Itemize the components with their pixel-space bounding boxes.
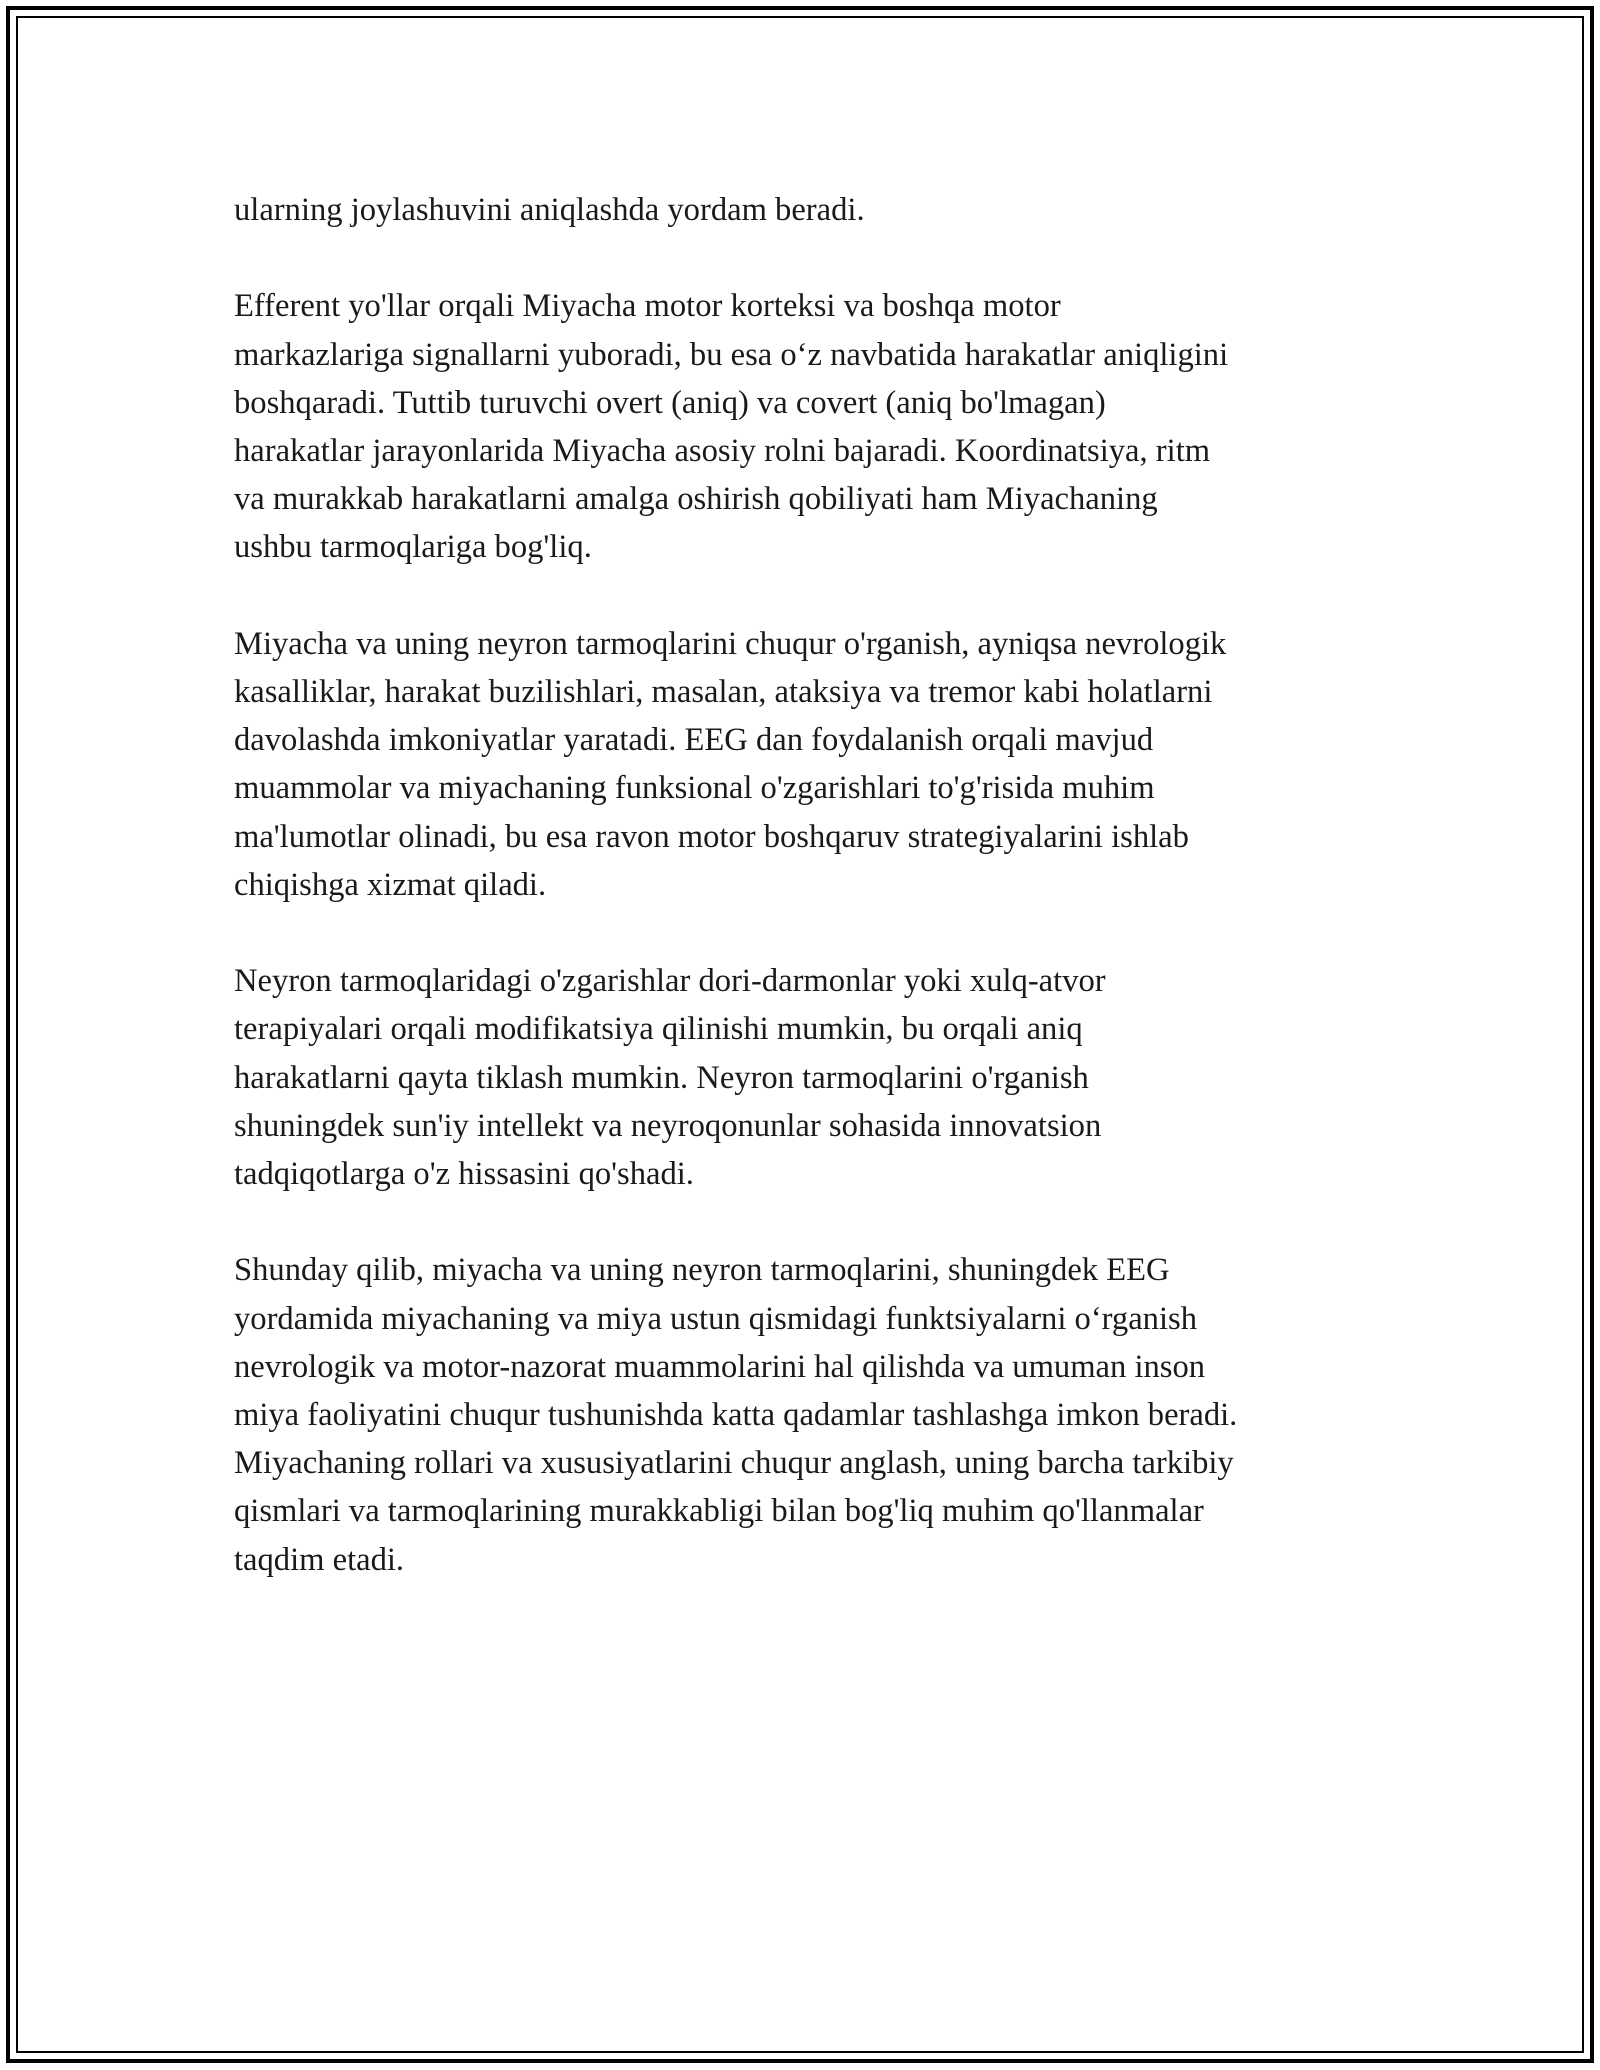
paragraph-1: ularning joylashuvini aniqlashda yordam beradi. [234,192,865,228]
document-body [234,186,1394,1632]
paragraph-2: Efferent yo'llar orqali Miyacha motor korteksi va boshqa motor markazlariga signallarni yuboradi, bu esa o‘z navbatida harakatlar aniqligini boshqaradi. Tuttib turuvchi overt (aniq) va covert (aniq bo'lmagan) harakatlar jarayonlarida Miyacha asosiy rolni bajaradi. Koordinatsiya, ritm va murakkab harakatlarni amalga oshirish qobiliyati ham Miyachaning ushbu tarmoqlariga bog'liq. [234,288,1229,566]
paragraph-5: Shunday qilib, miyacha va uning neyron tarmoqlarini, shuningdek EEG yordamida miyachaning va miya ustun qismidagi funktsiyalarni o‘rganish nevrologik va motor-nazorat muammolarini hal qilishda va umuman inson miya faoliyatini chuqur tushunishda katta qadamlar tashlashga imkon beradi. Miyachaning rollari va xususiyatlarini chuqur anglash, uning barcha tarkibiy qismlari va tarmoqlarining murakkabligi bilan bog'liq muhim qo'llanmalar taqdim etadi. [234,1252,1238,1578]
paragraph-4: Neyron tarmoqlaridagi o'zgarishlar dori-darmonlar yoki xulq-atvor terapiyalari orqali modifikatsiya qilinishi mumkin, bu orqali aniq harakatlarni qayta tiklash mumkin. Neyron tarmoqlarini o'rganish shuningdek sun'iy intellekt va neyroqonunlar sohasida innovatsion tadqiqotlarga o'z hissasini qo'shadi. [234,963,1106,1193]
paragraph-3: Miyacha va uning neyron tarmoqlarini chuqur o'rganish, ayniqsa nevrologik kasalliklar, harakat buzilishlari, masalan, ataksiya va tremor kabi holatlarni davolashda imkoniyatlar yaratadi. EEG dan foydalanish orqali mavjud muammolar va miyachaning funksional o'zgarishlari to'g'risida muhim ma'lumotlar olinadi, bu esa ravon motor boshqaruv strategiyalarini ishlab chiqishga xizmat qiladi. [234,625,1227,903]
